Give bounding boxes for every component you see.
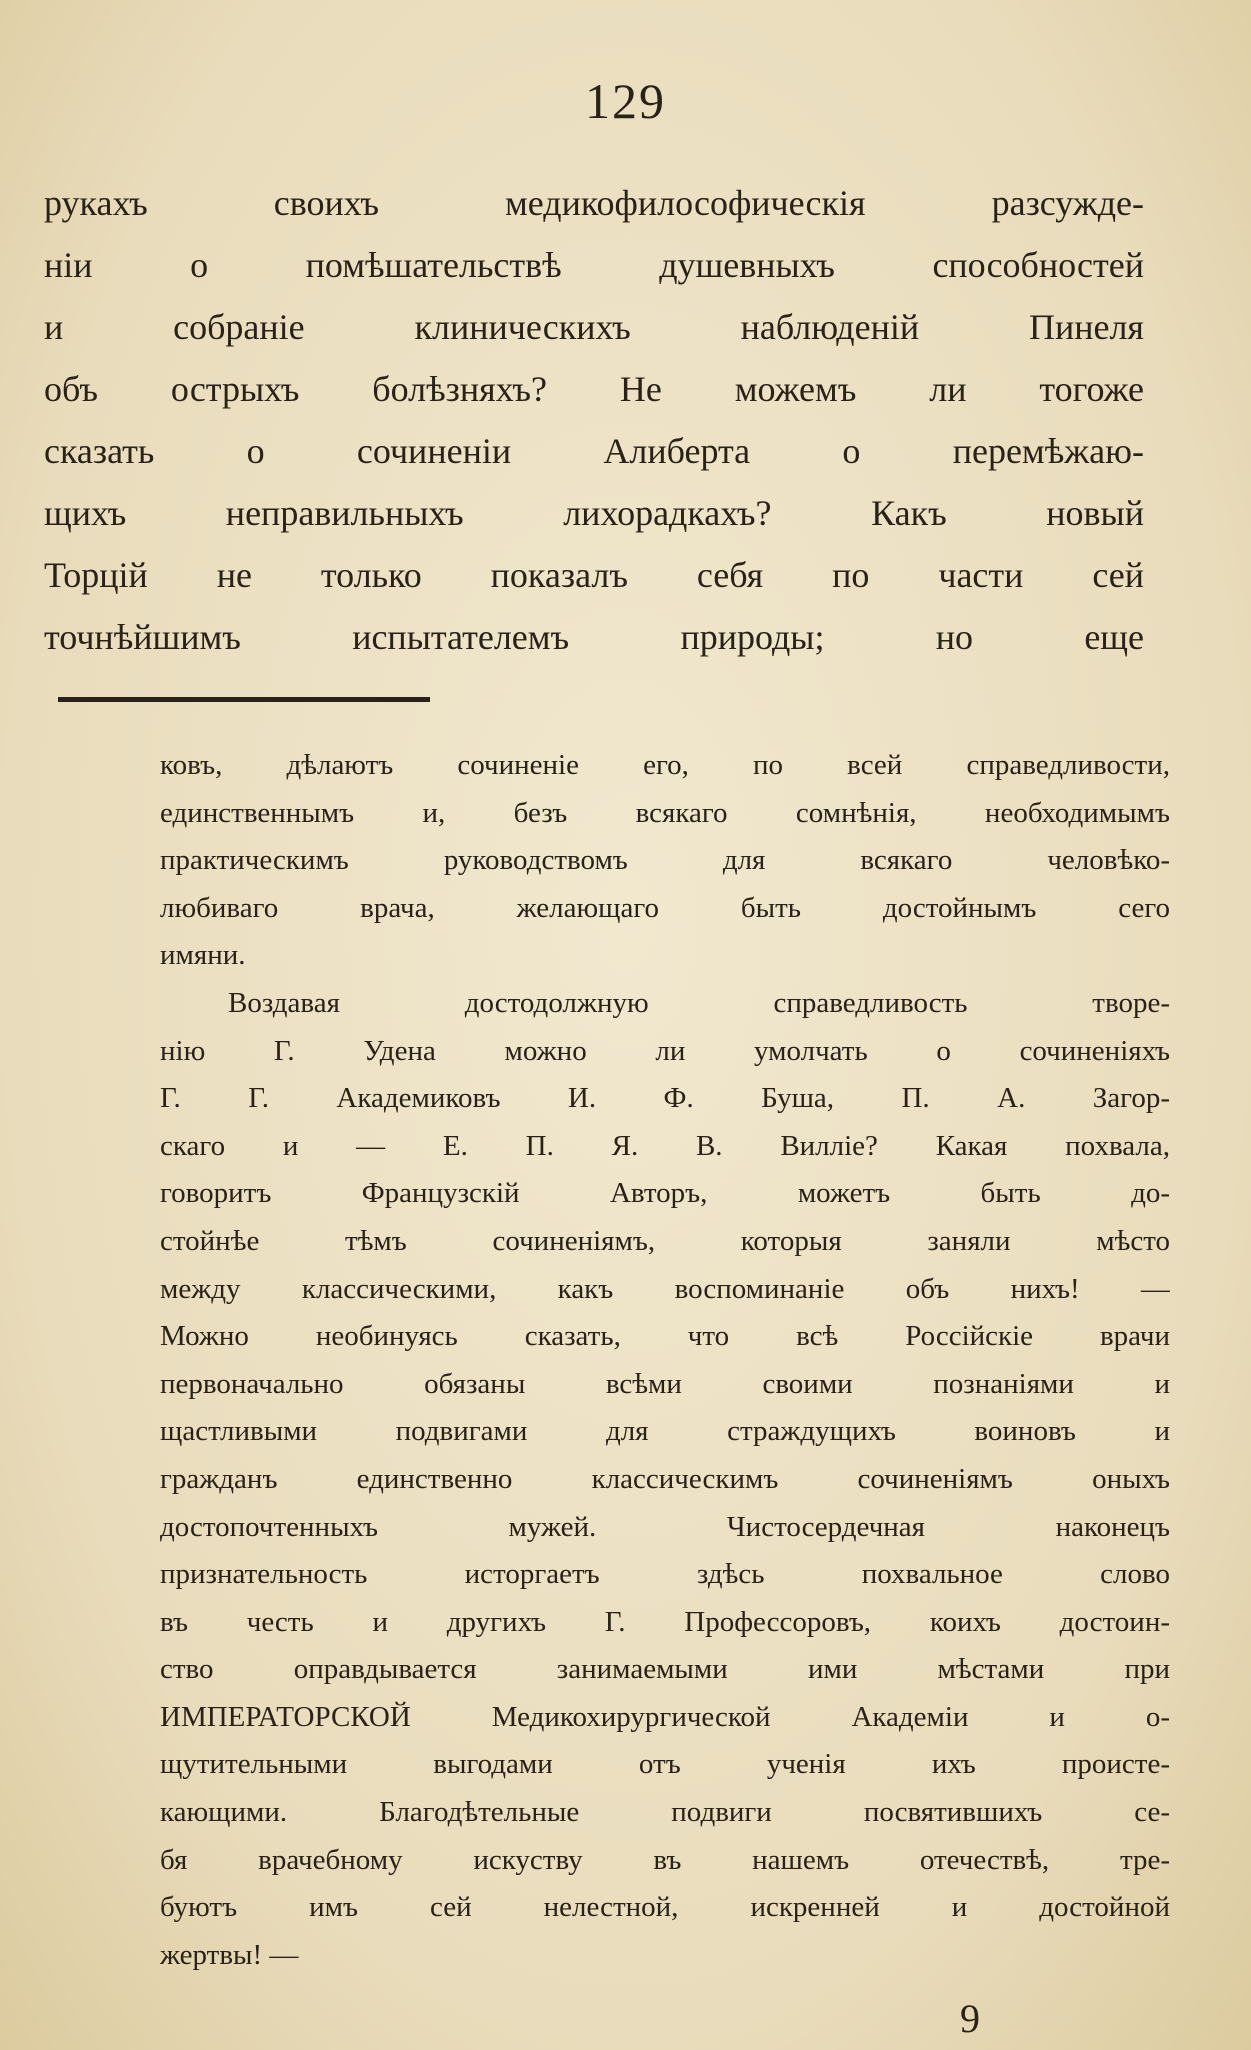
footnote-line: буютъ имъ сей нелестной, искренней и достойной — [160, 1891, 1170, 1924]
footnote-block — [160, 742, 1170, 1979]
footnote-line: ковъ, дѣлаютъ сочиненіе его, по всей справедливости, — [160, 749, 1170, 781]
footnote-line: единственнымъ и, безъ всякаго сомнѣнія, необходимымъ — [160, 796, 1170, 829]
footnote-line: кающими. Благодѣтельные подвиги посвятившихъ се- — [160, 1796, 1170, 1829]
footnote-line: признательность исторгаетъ здѣсь похвальное слово — [160, 1558, 1170, 1591]
footnote-line: Можно необинуясь сказать, что всѣ Россійскіе врачи — [160, 1320, 1170, 1353]
footnote-line: любиваго врача, желающаго быть достойнымъ сего — [160, 891, 1170, 924]
main-text-line: рукахъ своихъ медикофилософическія разсужде- — [44, 183, 1144, 223]
main-text-line: щихъ неправильныхъ лихорадкахъ? Какъ новый — [44, 493, 1144, 533]
footnote-line: между классическими, какъ воспоминаніе объ нихъ! — — [160, 1272, 1170, 1305]
main-text-line: Торцій не только показалъ себя по части сей — [44, 555, 1144, 595]
footnote-line: Г. Г. Академиковъ И. Ф. Буша, П. А. Загор- — [160, 1082, 1170, 1115]
footnote-line: Воздавая достодолжную справедливость творе- — [228, 986, 1170, 1019]
footnote-line: бя врачебному искуству въ нашемъ отечествѣ, тре- — [160, 1843, 1170, 1876]
footnote-line: ство оправдывается занимаемыми ими мѣстами при — [160, 1653, 1170, 1686]
footnote-line: гражданъ единственно классическимъ сочиненіямъ оныхъ — [160, 1462, 1170, 1495]
footnote-line: имяни. — [160, 939, 246, 972]
main-text-block — [44, 172, 1144, 668]
main-text-line: сказать о сочиненіи Алиберта о перемѣжаю- — [44, 431, 1144, 471]
footnote-line: говоритъ Французскій Авторъ, можетъ быть до- — [160, 1177, 1170, 1210]
main-text-line: объ острыхъ болѣзняхъ? Не можемъ ли тогоже — [44, 369, 1144, 409]
footnote-line: скаго и — Е. П. Я. В. Виллiе? Какая похвала, — [160, 1129, 1170, 1162]
footnote-separator — [58, 697, 430, 702]
footnote-line: стойнѣе тѣмъ сочиненіямъ, которыя заняли мѣсто — [160, 1224, 1170, 1257]
footnote-line: нію Г. Удена можно ли умолчать о сочиненіяхъ — [160, 1034, 1170, 1067]
page-number: 129 — [585, 73, 666, 129]
footnote-line: жертвы! — — [160, 1938, 299, 1971]
footnote-line: ИМПЕРАТОРСКОЙ Медикохирургической Академіи и о- — [160, 1700, 1170, 1733]
footnote-line: въ честь и другихъ Г. Профессоровъ, коихъ достоин- — [160, 1605, 1170, 1638]
footnote-line: практическимъ руководствомъ для всякаго человѣко- — [160, 844, 1170, 877]
main-text-line: ніи о помѣшательствѣ душевныхъ способностей — [44, 245, 1144, 285]
footnote-line: достопочтенныхъ мужей. Чистосердечная наконецъ — [160, 1510, 1170, 1543]
footnote-line: щастливыми подвигами для страждущихъ воиновъ и — [160, 1415, 1170, 1448]
footnote-line: щутительными выгодами отъ ученія ихъ происте- — [160, 1748, 1170, 1781]
main-text-line: точнѣйшимъ испытателемъ природы; но еще — [44, 617, 1144, 657]
signature-mark: 9 — [960, 1996, 980, 2041]
footnote-line: первоначально обязаны всѣми своими познаніями и — [160, 1367, 1170, 1400]
main-text-line: и собраніе клиническихъ наблюденій Пинеля — [44, 307, 1144, 347]
